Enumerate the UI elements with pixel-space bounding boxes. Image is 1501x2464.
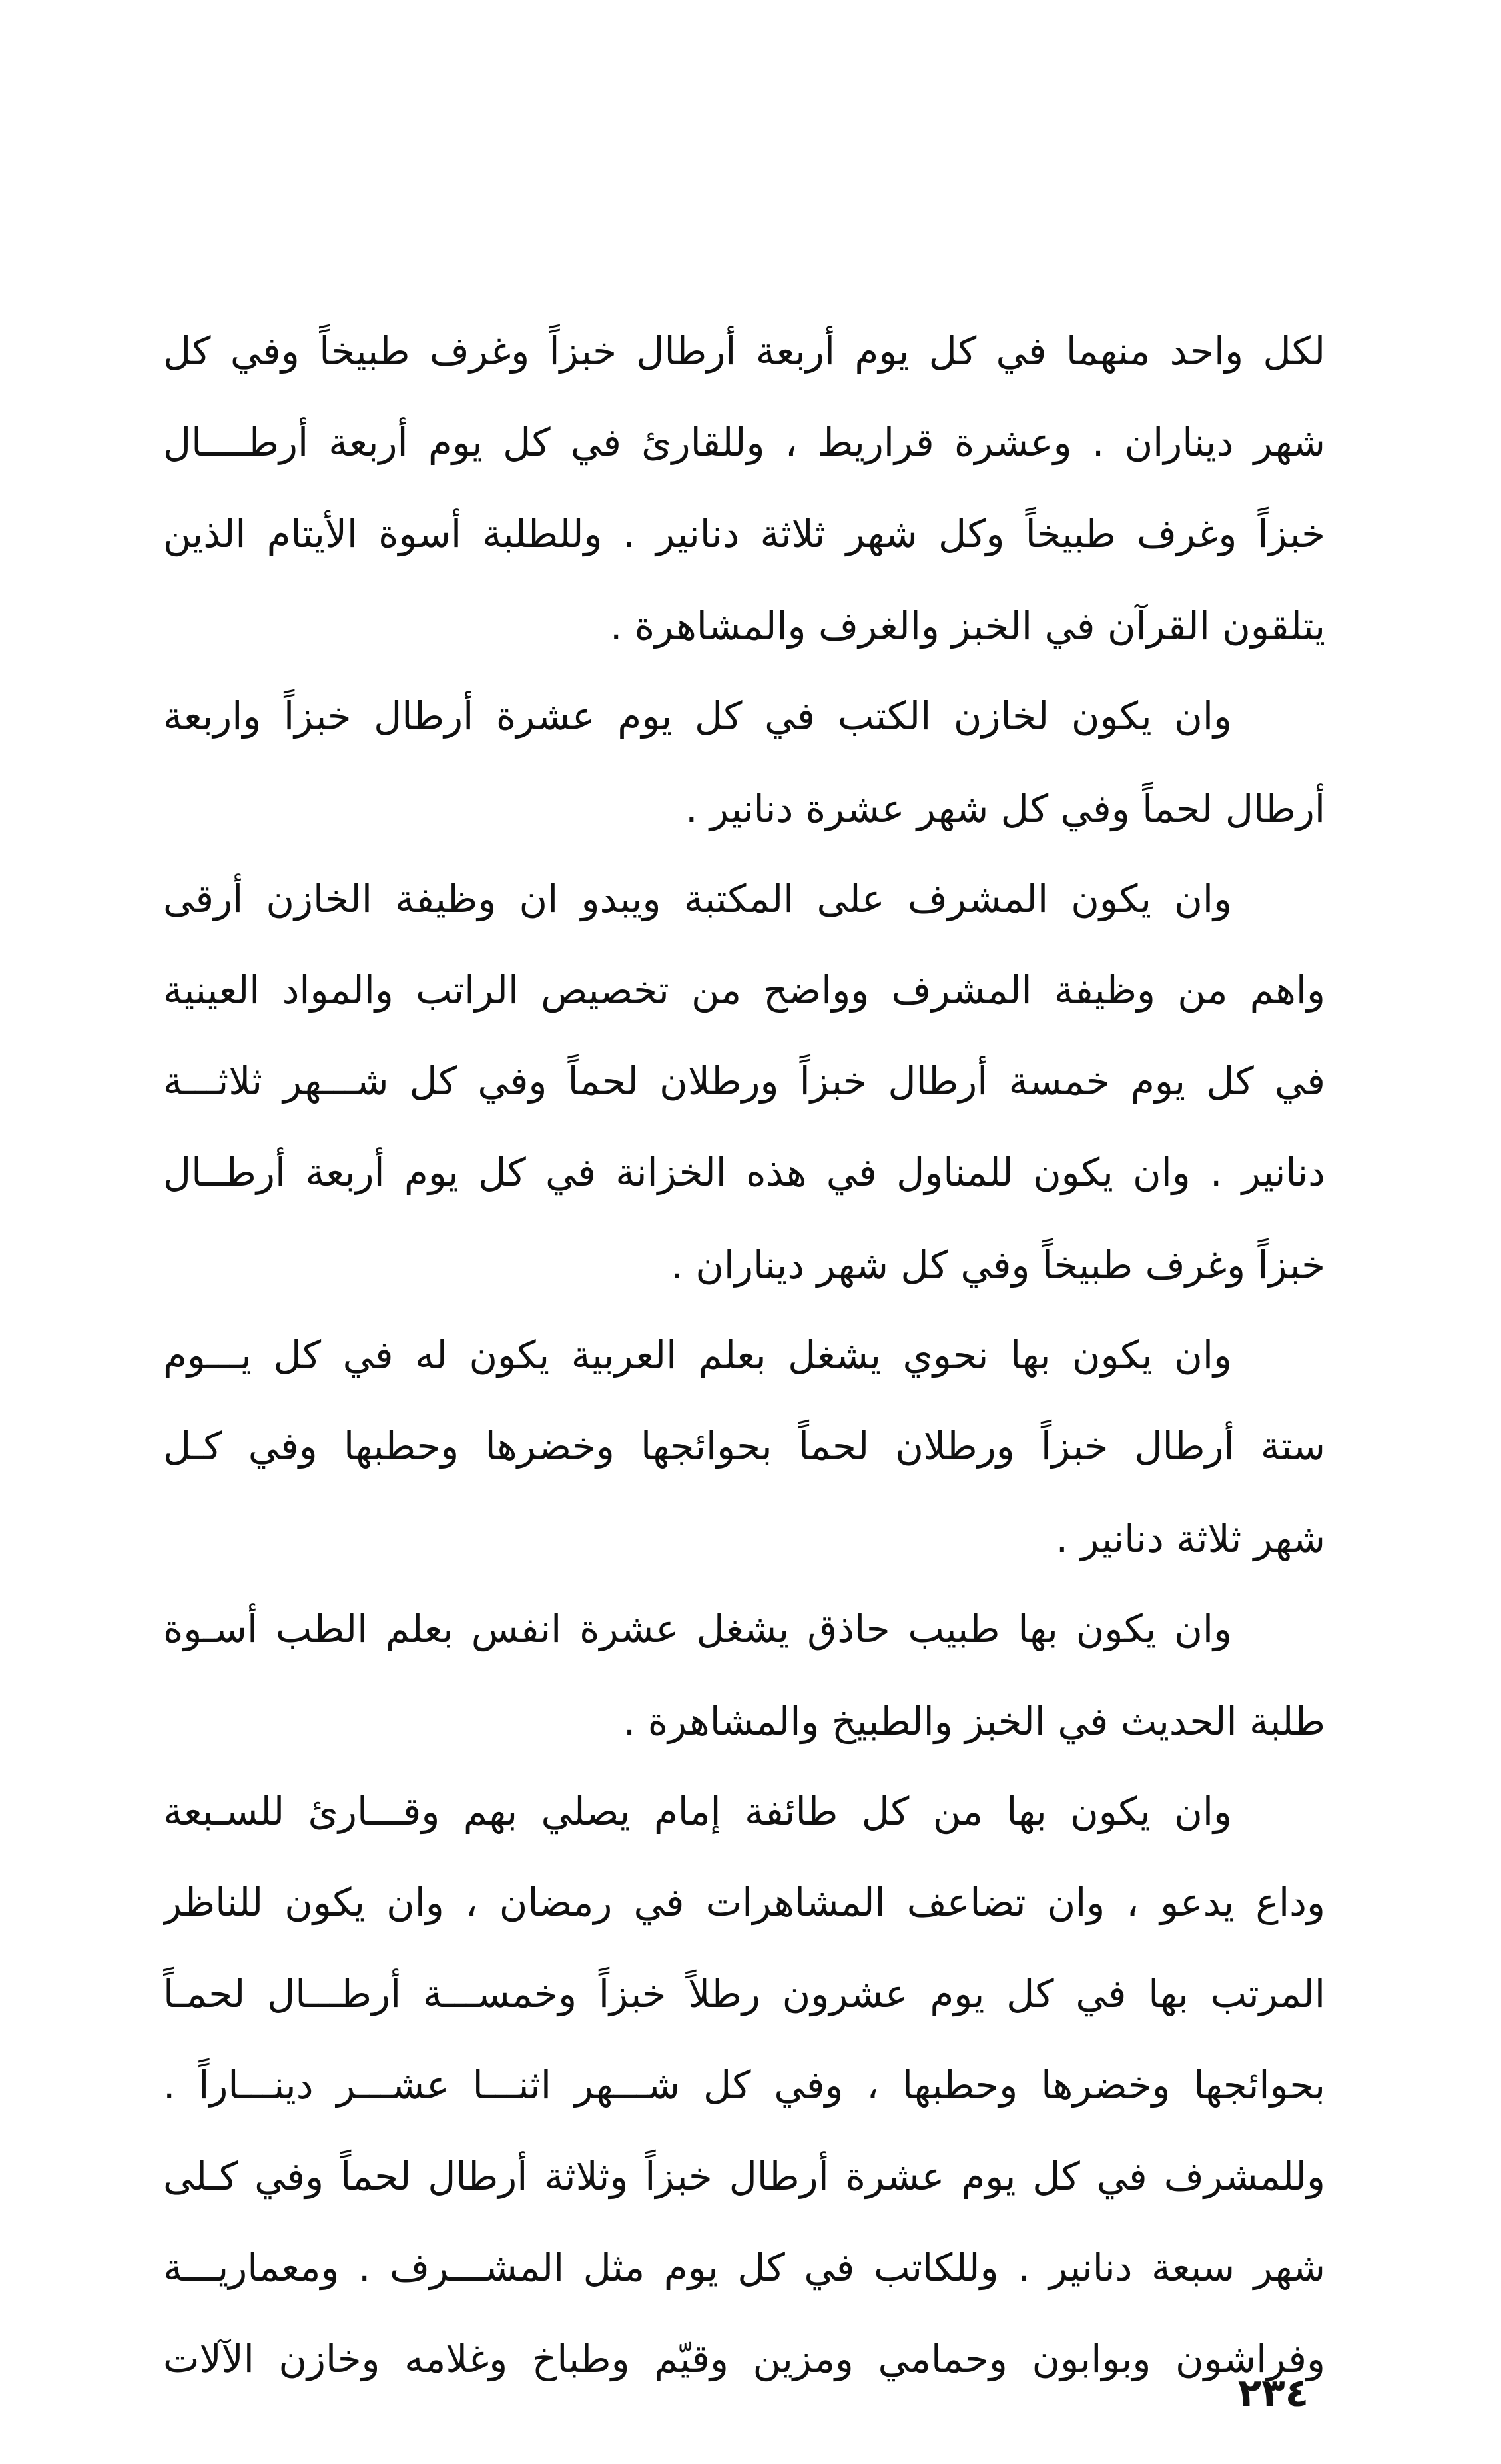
text-line: وان يكون بها نحوي يشغل بعلم العربية يكون له في كل يـــوم xyxy=(163,1332,1232,1378)
text-line: المرتب بها في كل يوم عشرون رطلاً خبزاً وخمســـة أرطـــال لحمـاً xyxy=(163,1971,1325,2016)
text-line: بحوائجها وخضرها وحطبها ، وفي كل شـــهر اثنـــا عشـــر دينـــاراً . xyxy=(163,2062,1325,2108)
text-line: وان يكون بها من كل طائفة إمام يصلي بهم وقـــارئ للسـبعة xyxy=(163,1789,1232,1834)
text-line: دنانير . وان يكون للمناول في هذه الخزانة في كل يوم أربعة أرطــال xyxy=(163,1150,1325,1195)
text-line: أرطال لحماً وفي كل شهر عشرة دنانير . xyxy=(685,785,1325,831)
text-line: وان يكون بها طبيب حاذق يشغل عشرة انفس بعلم الطب أسـوة xyxy=(163,1606,1232,1651)
page-number: ٢٣٤ xyxy=(1237,2370,1309,2415)
body-text xyxy=(163,306,1325,2405)
text-line: لكل واحد منهما في كل يوم أربعة أرطال خبزاً وغرف طبيخاً وفي كل xyxy=(163,328,1325,374)
text-line: شهر ثلاثة دنانير . xyxy=(1055,1515,1325,1561)
text-line: يتلقون القرآن في الخبز والغرف والمشاهرة . xyxy=(609,603,1325,649)
text-line: شهر سبعة دنانير . وللكاتب في كل يوم مثل المشـــرف . ومعماريـــة xyxy=(163,2245,1325,2290)
text-line: وللمشرف في كل يوم عشرة أرطال خبزاً وثلاثة أرطال لحماً وفي كـلى xyxy=(163,2154,1325,2199)
text-line: وفراشون وبوابون وحمامي ومزين وقيّم وطباخ وغلامه وخازن الآلات xyxy=(163,2336,1325,2381)
text-line: واهم من وظيفة المشرف وواضح من تخصيص الراتب والمواد العينية xyxy=(163,967,1325,1013)
text-line: خبزاً وغرف طبيخاً وفي كل شهر ديناران . xyxy=(671,1242,1325,1288)
text-line: وان يكون لخازن الكتب في كل يوم عشرة أرطال خبزاً واربعة xyxy=(163,693,1232,739)
text-line: في كل يوم خمسة أرطال خبزاً ورطلان لحماً وفي كل شـــهر ثلاثـــة xyxy=(163,1058,1325,1104)
text-line: شهر ديناران . وعشرة قراريط ، وللقارئ في كل يوم أربعة أرطــــال xyxy=(163,420,1325,465)
text-line: خبزاً وغرف طبيخاً وكل شهر ثلاثة دنانير . وللطلبة أسوة الأيتام الذين xyxy=(163,511,1325,556)
text-line: وان يكون المشرف على المكتبة ويبدو ان وظيفة الخازن أرقى xyxy=(163,876,1232,921)
text-line: طلبة الحديث في الخبز والطبيخ والمشاهرة . xyxy=(623,1698,1325,1744)
text-line: وداع يدعو ، وان تضاعف المشاهرات في رمضان ، وان يكون للناظر xyxy=(163,1880,1325,1925)
text-line: ستة أرطال خبزاً ورطلان لحماً بحوائجها وخضرها وحطبها وفي كـل xyxy=(163,1424,1325,1469)
